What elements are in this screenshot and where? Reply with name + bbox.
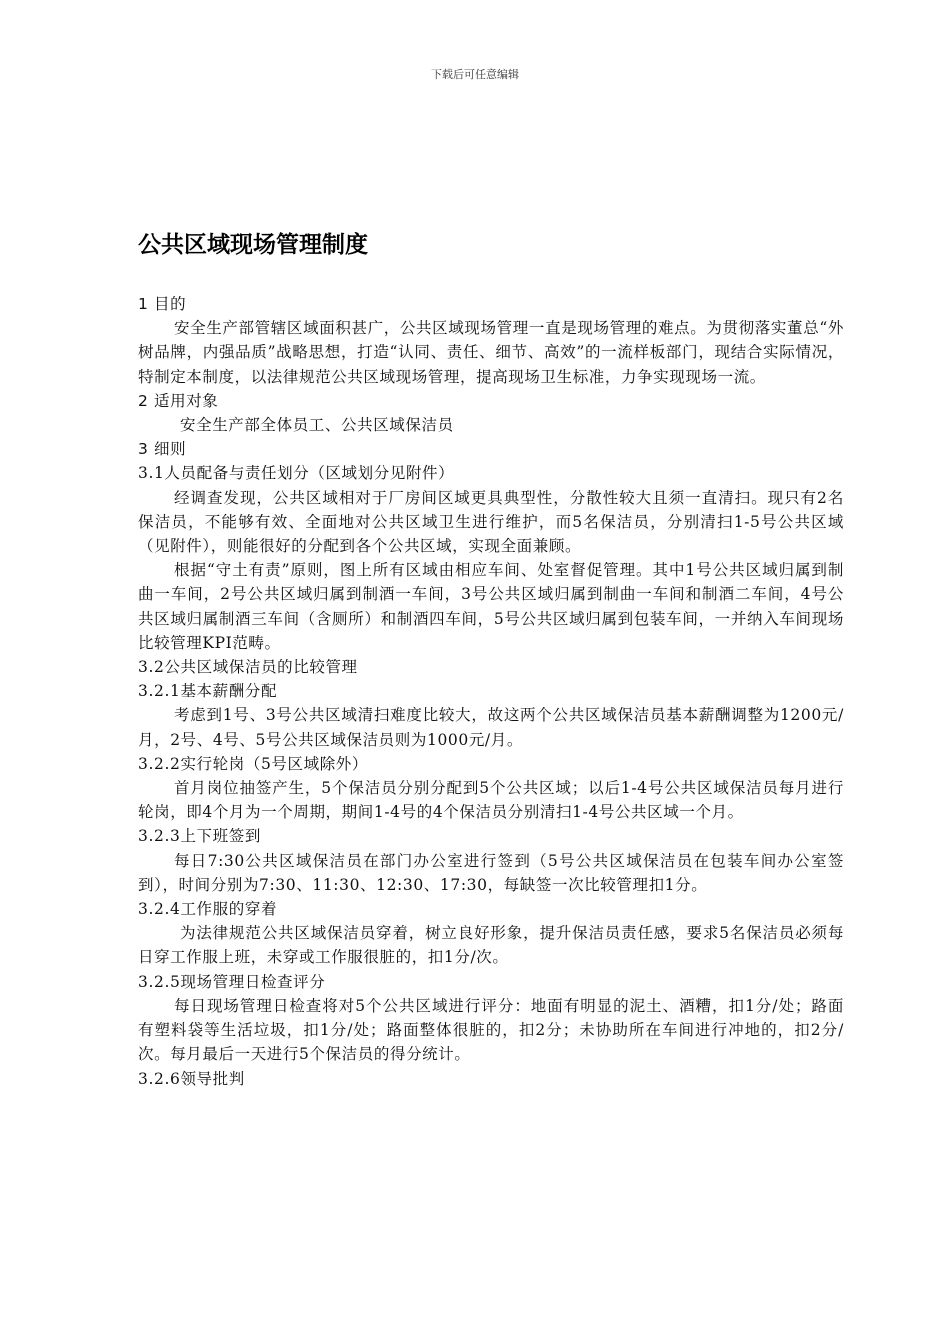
section-3-1-paragraph-2: 根据“守土有责”原则，图上所有区域由相应车间、处室督促管理。其中1号公共区域归属到制曲一车间，2号公共区域归属到制酒一车间，3号公共区域归属到制曲一车间和制酒二车间，4号公共区域归属制酒三车间（含厕所）和制酒四车间，5号公共区域归属到包装车间，一并纳入车间现场比较管理KPI范畴。 bbox=[138, 561, 844, 652]
section-3-2-1-heading: 3.2.1基本薪酬分配 bbox=[138, 682, 278, 701]
section-2-heading: 2 适用对象 bbox=[138, 391, 219, 410]
section-3-2-heading: 3.2公共区域保洁员的比较管理 bbox=[138, 658, 358, 677]
header-note: 下载后可任意编辑 bbox=[431, 68, 519, 81]
section-2-paragraph: 安全生产部全体员工、公共区域保洁员 bbox=[180, 416, 454, 435]
section-3-2-5-heading: 3.2.5现场管理日检查评分 bbox=[138, 972, 326, 991]
section-3-2-2-heading: 3.2.2实行轮岗（5号区域除外） bbox=[138, 754, 369, 773]
section-1-heading: 1 目的 bbox=[138, 295, 187, 313]
section-3-2-2-paragraph: 首月岗位抽签产生，5个保洁员分别分配到5个公共区域；以后1-4号公共区域保洁员每月进行轮岗，即4个月为一个周期，期间1-4号的4个保洁员分别清扫1-4号公共区域一个月。 bbox=[138, 779, 844, 822]
document-title: 公共区域现场管理制度 bbox=[138, 232, 368, 258]
section-3-2-6-heading: 3.2.6领导批判 bbox=[138, 1069, 245, 1088]
section-3-1-heading: 3.1人员配备与责任划分（区域划分见附件） bbox=[138, 464, 455, 483]
section-3-2-4-paragraph: 为法律规范公共区域保洁员穿着，树立良好形象，提升保洁员责任感，要求5名保洁员必须每日穿工作服上班，未穿或工作服很脏的，扣1分/次。 bbox=[138, 924, 844, 967]
section-3-2-4-heading: 3.2.4工作服的穿着 bbox=[138, 900, 278, 919]
section-3-heading: 3 细则 bbox=[138, 440, 187, 459]
section-3-2-3-paragraph: 每日7:30公共区域保洁员在部门办公室进行签到（5号公共区域保洁员在包装车间办公室签到），时间分别为7:30、11:30、12:30、17:30，每缺签一次比较管理扣1分。 bbox=[138, 851, 844, 894]
section-3-2-5-paragraph: 每日现场管理日检查将对5个公共区域进行评分：地面有明显的泥土、酒糟，扣1分/处；路面有塑料袋等生活垃圾，扣1分/处；路面整体很脏的，扣2分；未协助所在车间进行冲地的，扣2分/次。每月最后一天进行5个保洁员的得分统计。 bbox=[138, 996, 844, 1064]
document-body bbox=[138, 292, 844, 1091]
section-3-1-paragraph-1: 经调查发现，公共区域相对于厂房间区域更具典型性，分散性较大且须一直清扫。现只有2名保洁员，不能够有效、全面地对公共区域卫生进行维护，而5名保洁员，分别清扫1-5号公共区域（见附件），则能很好的分配到各个公共区域，实现全面兼顾。 bbox=[138, 488, 844, 556]
section-1-paragraph: 安全生产部管辖区域面积甚广，公共区域现场管理一直是现场管理的难点。为贯彻落实董总“外树品牌，内强品质”战略思想，打造“认同、责任、细节、高效”的一流样板部门，现结合实际情况，特制定本制度，以法律规范公共区域现场管理，提高现场卫生标准，力争实现现场一流。 bbox=[138, 319, 844, 386]
section-3-2-1-paragraph: 考虑到1号、3号公共区域清扫难度比较大，故这两个公共区域保洁员基本薪酬调整为1200元/月，2号、4号、5号公共区域保洁员则为1000元/月。 bbox=[138, 706, 844, 749]
section-3-2-3-heading: 3.2.3上下班签到 bbox=[138, 827, 261, 846]
